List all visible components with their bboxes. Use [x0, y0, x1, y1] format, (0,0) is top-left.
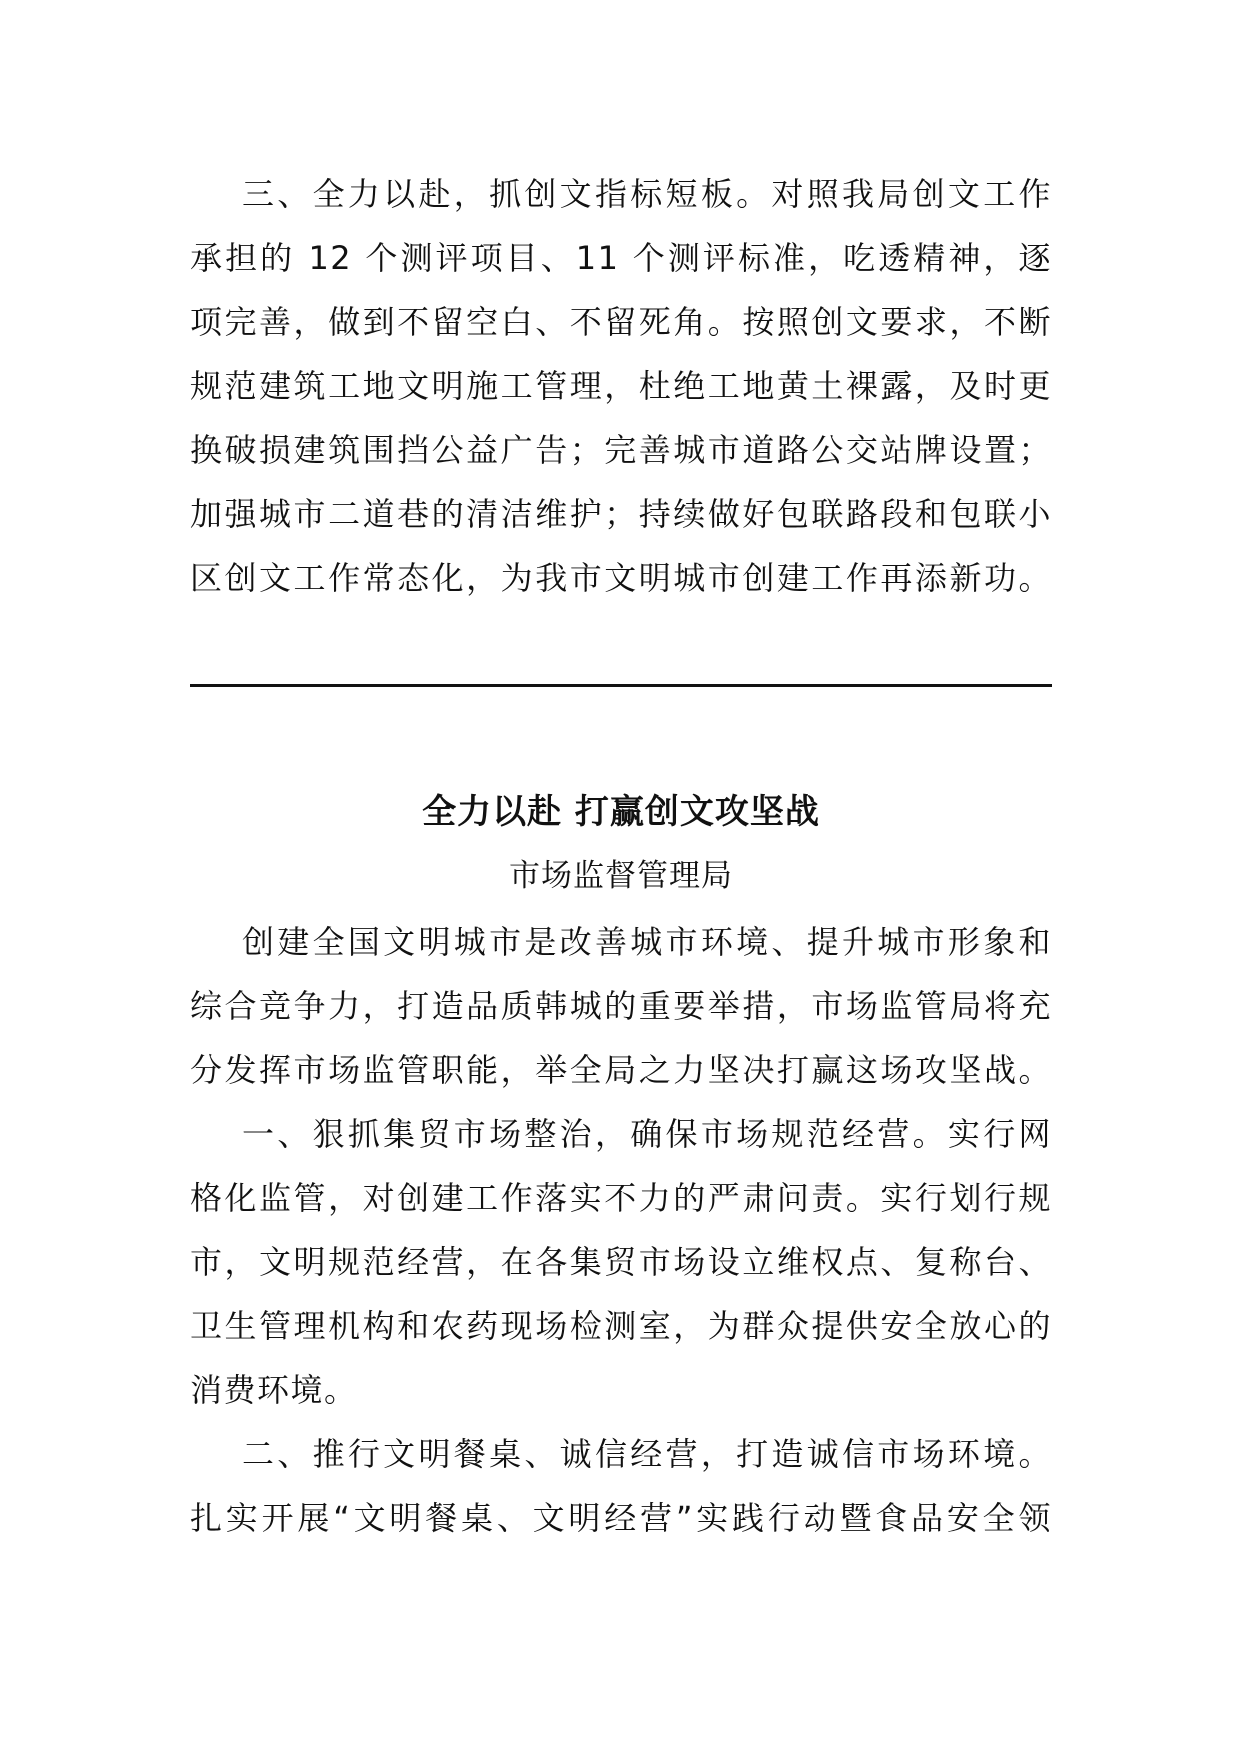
- paragraph-line: 扎实开展“文明餐桌、文明经营”实践行动暨食品安全领: [190, 1499, 1052, 1537]
- paragraph-line: 项完善，做到不留空白、不留死角。按照创文要求，不断: [190, 303, 1052, 341]
- paragraph-line: 二、推行文明餐桌、诚信经营，打造诚信市场环境。: [242, 1435, 1052, 1473]
- section-divider: [190, 684, 1052, 687]
- paragraph-line: 换破损建筑围挡公益广告；完善城市道路公交站牌设置；: [190, 431, 1052, 469]
- paragraph-line: 格化监管，对创建工作落实不力的严肃问责。实行划行规: [190, 1179, 1052, 1217]
- paragraph-line: 消费环境。: [190, 1371, 358, 1409]
- paragraph-line: 承担的 12 个测评项目、11 个测评标准，吃透精神，逐: [190, 239, 1052, 277]
- paragraph-line: 一、狠抓集贸市场整治，确保市场规范经营。实行网: [242, 1115, 1052, 1153]
- paragraph-line: 分发挥市场监管职能，举全局之力坚决打赢这场攻坚战。: [190, 1051, 1052, 1089]
- paragraph-line: 市，文明规范经营，在各集贸市场设立维权点、复称台、: [190, 1243, 1052, 1281]
- paragraph-line: 综合竞争力，打造品质韩城的重要举措，市场监管局将充: [190, 987, 1052, 1025]
- paragraph-line: 区创文工作常态化，为我市文明城市创建工作再添新功。: [190, 559, 1052, 597]
- paragraph-line: 三、全力以赴，抓创文指标短板。对照我局创文工作: [242, 175, 1052, 213]
- article-author: 市场监督管理局: [509, 858, 733, 894]
- paragraph-line: 卫生管理机构和农药现场检测室，为群众提供安全放心的: [190, 1307, 1052, 1345]
- paragraph-line: 加强城市二道巷的清洁维护；持续做好包联路段和包联小: [190, 495, 1052, 533]
- paragraph-line: 创建全国文明城市是改善城市环境、提升城市形象和: [242, 923, 1052, 961]
- paragraph-line: 规范建筑工地文明施工管理，杜绝工地黄土裸露，及时更: [190, 367, 1052, 405]
- article-title: 全力以赴 打赢创文攻坚战: [422, 792, 820, 832]
